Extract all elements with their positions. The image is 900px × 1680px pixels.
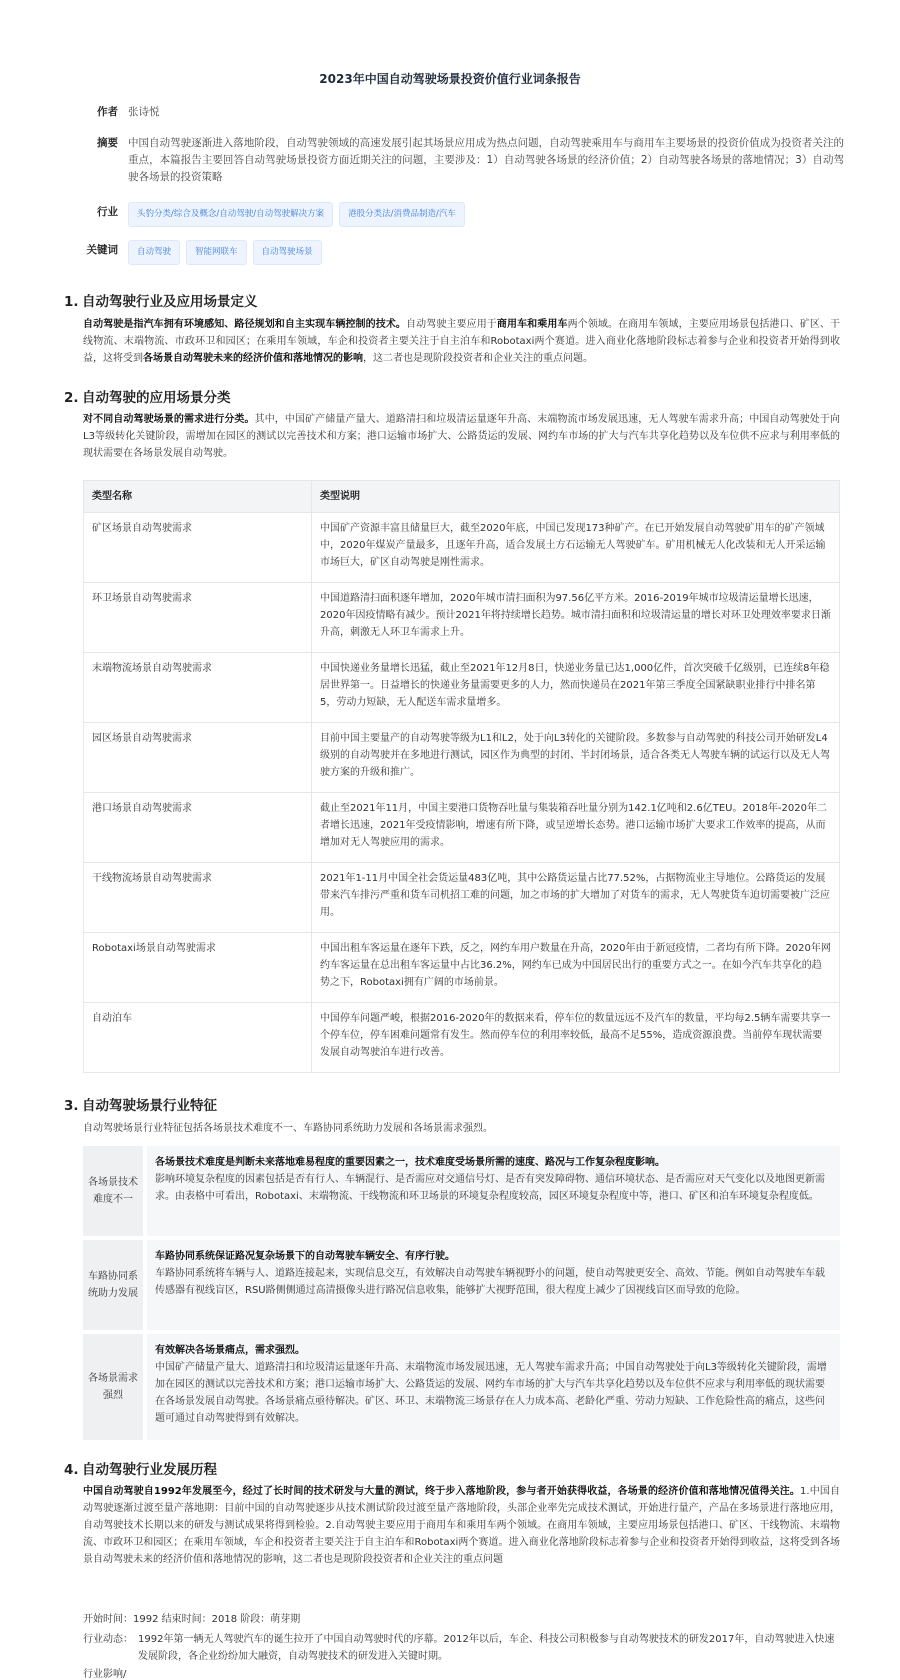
- keyword-tag[interactable]: 智能网联车: [186, 240, 247, 265]
- scenario-table: [83, 480, 840, 1073]
- feature-content: [147, 1240, 840, 1330]
- section-title: 自动驾驶场景行业特征: [82, 1098, 217, 1114]
- bold-text: 商用车和乘用车: [496, 319, 568, 330]
- table-cell-desc: 截止至2021年11月，中国主要港口货物吞吐量与集装箱吞吐量分别为142.1亿吨和2.6亿TEU。2018年-2020年二者增长迅速，2021年受疫情影响，增速有所下降，或呈逆增长态势。港口运输市场扩大要求工作效率的提高，从而增加对无人驾驶应用的需求。: [312, 793, 840, 863]
- body-text: 自动驾驶主要应用于: [406, 319, 497, 330]
- feature-label: 各场景需求强烈: [83, 1334, 143, 1440]
- section-number: 3.: [64, 1098, 79, 1114]
- dynamics-text: 1992年第一辆无人驾驶汽车的诞生拉开了中国自动驾驶时代的序幕。2012年以后，车企、科技公司积极参与自动驾驶技术的研发2017年，自动驾驶进入快速发展阶段，各企业纷纷加大融资，自动驾驶技术的研发进入关键时期。: [138, 1634, 835, 1662]
- table-cell-desc: 中国出租车客运量在逐年下跌，反之，网约车用户数量在升高，2020年由于新冠疫情，二者均有所下降。2020年网约车客运量在总出租车客运量中占比36.2%，网约车已成为中国居民出行的重要方式之一。在如今汽车共享化的趋势之下，Robotaxi拥有广阔的市场前景。: [312, 933, 840, 1003]
- feature-heading: 车路协同系统保证路况复杂场景下的自动驾驶车辆安全、有序行驶。: [155, 1251, 455, 1262]
- body-text: 两个领域。在商用车领域，主要应用场景包括港口、矿区、干线物流、末端物流、市政环卫和园区；在乘用车领域，车企和投资者主要关注于自主泊车和Robotaxi两个赛道。进入商业化落地阶段标志着参与企业和投资者开始得到收益，这将受到: [83, 319, 841, 364]
- section-1-heading: [64, 290, 258, 310]
- body-text: 1.中国自动驾驶逐渐过渡至量产落地期：目前中国的自动驾驶逐步从技术测试阶段过渡至量产落地阶段，头部企业率先完成技术测试，开始进行量产，产品在多场景进行落地应用，自动驾驶技术长期以来的研发与测试成果将得到检验。2.自动驾驶主要应用于商用车和乘用车两个领域。在商用车领域，主要应用场景包括港口、矿区、干线物流、末端物流、市政环卫和园区；在乘用车领域，车企和投资者主要关注于自主泊车和Robotaxi两个赛道。进入商业化落地阶段标志着参与企业和投资者开始得到收益，这将受到各场景自动驾驶未来的经济价值和落地情况的影响，这二者也是现阶段投资者和企业关注的重点问题: [83, 1486, 840, 1565]
- section-title: 自动驾驶行业发展历程: [82, 1462, 217, 1478]
- table-cell-name: Robotaxi场景自动驾驶需求: [84, 933, 312, 1003]
- section-number: 4.: [64, 1462, 79, 1478]
- abstract-text: 中国自动驾驶逐渐进入落地阶段，自动驾驶领域的高速发展引起其场景应用成为热点问题，自动驾驶乘用车与商用车主要场景的投资价值成为投资者关注的重点，本篇报告主要回答自动驾驶场景投资方面近期关注的问题，主要涉及：1）自动驾驶各场景的经济价值；2）自动驾驶各场景的落地情况；3）自动驾驶各场景的投资策略: [128, 137, 844, 183]
- table-row: [84, 933, 840, 1003]
- industry-tag[interactable]: 港股分类法/消费品制造/汽车: [339, 202, 465, 227]
- section-number: 1.: [64, 294, 79, 310]
- table-cell-desc: 中国停车问题严峻，根据2016-2020年的数据来看，停车位的数量远远不及汽车的数量，平均每2.5辆车需要共享一个停车位，停车困难问题常有发生。然而停车位的利用率较低，最高不足55%，造成资源浪费。当前停车现状需要发展自动驾驶泊车进行改善。: [312, 1003, 840, 1073]
- abstract-label: 摘要: [97, 137, 118, 149]
- table-header-cell: 类型名称: [84, 481, 312, 513]
- author-label: 作者: [97, 106, 118, 118]
- feature-body: 影响环境复杂程度的因素包括是否有行人、车辆混行、是否需应对交通信号灯、是否有突发障碍物、通信环境状态、是否需应对天气变化以及地图更新需求。由表格中可看出，Robotaxi、末端物流、干线物流和环卫场景的环境复杂程度较高，园区环境复杂程度中等，港口、矿区和泊车环境复杂程度低。: [155, 1174, 825, 1202]
- table-cell-name: 环卫场景自动驾驶需求: [84, 583, 312, 653]
- industry-tag[interactable]: 头豹分类/综合及概念/自动驾驶/自动驾驶解决方案: [128, 202, 333, 227]
- table-row: [84, 583, 840, 653]
- section-title: 自动驾驶的应用场景分类: [82, 390, 231, 406]
- feature-label: 各场景技术难度不一: [83, 1146, 143, 1236]
- feature-heading: 有效解决各场景痛点，需求强烈。: [155, 1345, 305, 1356]
- section-1-body: [83, 316, 840, 367]
- table-row: [84, 723, 840, 793]
- dynamics-label: 行业动态：: [83, 1634, 133, 1645]
- table-cell-name: 末端物流场景自动驾驶需求: [84, 653, 312, 723]
- table-cell-name: 自动泊车: [84, 1003, 312, 1073]
- table-cell-desc: 2021年1-11月中国全社会货运量483亿吨，其中公路货运量占比77.52%，占据物流业主导地位。公路货运的发展带来汽车排污严重和货车司机招工难的问题，加之市场的扩大增加了对货车的需求，无人驾驶货车迫切需要被广泛应用。: [312, 863, 840, 933]
- section-3-heading: [64, 1094, 217, 1114]
- industry-tags: [128, 202, 844, 227]
- feature-block: [83, 1146, 840, 1236]
- section-3-intro: 自动驾驶场景行业特征包括各场景技术难度不一、车路协同系统助力发展和各场景需求强烈。: [83, 1123, 493, 1134]
- timeline-row: 开始时间：1992 结束时间：2018 阶段：萌芽期: [83, 1614, 301, 1625]
- table-cell-name: 港口场景自动驾驶需求: [84, 793, 312, 863]
- bold-text: 各场景自动驾驶未来的经济价值和落地情况的影响: [143, 353, 363, 364]
- feature-content: [147, 1146, 840, 1236]
- keyword-tag[interactable]: 自动驾驶场景: [253, 240, 322, 265]
- body-text: 其中，中国矿产储量产量大、道路清扫和垃圾清运量逐年升高、末端物流市场发展迅速，无人驾驶车需求升高；中国自动驾驶处于向L3等级转化关键阶段，需增加在园区的测试以完善技术和方案；港口运输市场扩大、公路货运的发展、网约车市场的扩大与汽车共享化趋势以及车位供不应求与利用率低的现状需要在各场景发展自动驾驶。: [83, 414, 841, 459]
- section-2-heading: [64, 386, 231, 406]
- section-number: 2.: [64, 390, 79, 406]
- table-cell-name: 园区场景自动驾驶需求: [84, 723, 312, 793]
- bold-text: 中国自动驾驶自1992年发展至今，经过了长时间的技术研发与大量的测试，终于步入落地阶段，参与者开始获得收益，各场景的经济价值和落地情况值得关注。: [83, 1486, 801, 1497]
- bold-text: 对不同自动驾驶场景的需求进行分类。: [83, 414, 255, 425]
- table-row: [84, 1003, 840, 1073]
- keyword-tags: [128, 240, 844, 265]
- body-text: ，这二者也是现阶段投资者和企业关注的重点问题。: [363, 353, 593, 364]
- section-4-body: [83, 1483, 840, 1568]
- feature-body: 中国矿产储量产量大、道路清扫和垃圾清运量逐年升高、末端物流市场发展迅速，无人驾驶车需求升高；中国自动驾驶处于向L3等级转化关键阶段，需增加在园区的测试以完善技术和方案；港口运输市场扩大、公路货运的发展、网约车市场的扩大与汽车共享化趋势以及车位供不应求与利用率低的现状需要在各场景发展自动驾驶。各场景痛点亟待解决。矿区、环卫、末端物流三场景存在人力成本高、老龄化严重、劳动力短缺、工作危险性高的痛点，这些问题可通过自动驾驶得到有效解决。: [155, 1362, 827, 1424]
- table-cell-name: 干线物流场景自动驾驶需求: [84, 863, 312, 933]
- keywords-row: [84, 240, 844, 264]
- feature-body: 车路协同系统将车辆与人、道路连接起来，实现信息交互，有效解决自动驾驶车辆视野小的问题，使自动驾驶更安全、高效、节能。例如自动驾驶车车载传感器有视线盲区，RSU路侧侧通过高清摄像头进行路况信息收集，能够扩大视野范围，很大程度上减少了因视线盲区而导致的危险。: [155, 1268, 825, 1296]
- table-cell-desc: 中国道路清扫面积逐年增加，2020年城市清扫面积为97.56亿平方米。2016-2019年城市垃圾清运量增长迅速，2020年因疫情略有减少。预计2021年将持续增长趋势。城市清扫面积和垃圾清运量的增长对环卫处理效率要求日渐升高，刺激无人环卫车需求上升。: [312, 583, 840, 653]
- feature-heading: 各场景技术难度是判断未来落地难易程度的重要因素之一，技术难度受场景所需的速度、路况与工作复杂程度影响。: [155, 1157, 665, 1168]
- abstract-row: [84, 135, 844, 187]
- table-header-row: [84, 481, 840, 513]
- table-cell-desc: 目前中国主要量产的自动驾驶等级为L1和L2，处于向L3转化的关键阶段。多数参与自动驾驶的科技公司开始研发L4级别的自动驾驶并在多地进行测试，园区作为典型的封闭、半封闭场景，适合各类无人驾驶车辆的试运行以及无人驾驶方案的升级和推广。: [312, 723, 840, 793]
- section-title: 自动驾驶行业及应用场景定义: [82, 294, 258, 310]
- industry-row: [84, 202, 844, 226]
- feature-block: [83, 1240, 840, 1330]
- industry-impact-label: 行业影响/: [83, 1669, 127, 1680]
- feature-label: 车路协同系统助力发展: [83, 1240, 143, 1330]
- section-4-heading: [64, 1458, 217, 1478]
- bold-text: 自动驾驶是指汽车拥有环境感知、路径规划和自主实现车辆控制的技术。: [83, 319, 407, 330]
- author-name: 张诗悦: [128, 106, 160, 118]
- table-row: [84, 793, 840, 863]
- table-cell-desc: 中国矿产资源丰富且储量巨大，截至2020年底，中国已发现173种矿产。在已开始发展自动驾驶矿用车的矿产领域中，2020年煤炭产量最多，且逐年升高，适合发展土方石运输无人驾驶矿车。矿用机械无人化改装和无人开采运输市场巨大，矿区自动驾驶是刚性需求。: [312, 513, 840, 583]
- table-cell-name: 矿区场景自动驾驶需求: [84, 513, 312, 583]
- section-2-body: [83, 411, 840, 462]
- table-cell-desc: 中国快递业务量增长迅猛，截止至2021年12月8日，快递业务量已达1,000亿件，首次突破千亿级别，已连续8年稳居世界第一。日益增长的快递业务量需要更多的人力，然而快递员在2021年第三季度全国紧缺职业排行中排名第5，劳动力短缺，无人配送车需求量增多。: [312, 653, 840, 723]
- industry-label: 行业: [97, 206, 118, 218]
- table-row: [84, 653, 840, 723]
- keywords-label: 关键词: [86, 244, 118, 256]
- keyword-tag[interactable]: 自动驾驶: [128, 240, 180, 265]
- author-row: [84, 104, 844, 121]
- table-row: [84, 863, 840, 933]
- feature-content: [147, 1334, 840, 1440]
- report-title: 2023年中国自动驾驶场景投资价值行业词条报告: [319, 72, 581, 86]
- table-header-cell: 类型说明: [312, 481, 840, 513]
- table-row: [84, 513, 840, 583]
- industry-dynamics-row: [83, 1631, 840, 1665]
- feature-block: [83, 1334, 840, 1440]
